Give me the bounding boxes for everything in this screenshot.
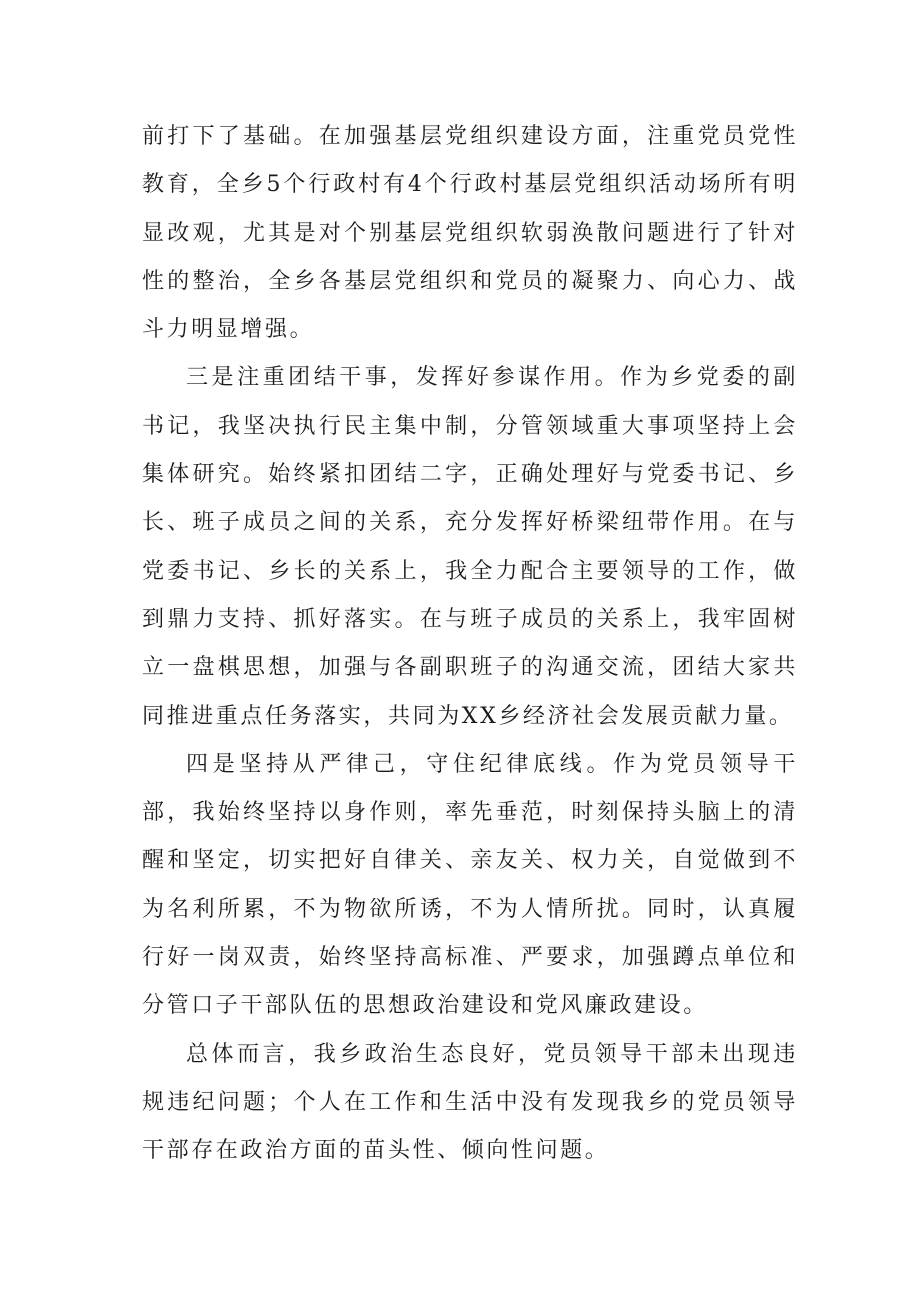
paragraph-4: 总体而言，我乡政治生态良好，党员领导干部未出现违规违纪问题；个人在工作和生活中没有发现我乡的党员领导干部存在政治方面的苗头性、倾向性问题。 [142, 1041, 798, 1164]
paragraph-3: 四是坚持从严律己，守住纪律底线。作为党员领导干部，我始终坚持以身作则，率先垂范，时刻保持头脑上的清醒和坚定，切实把好自律关、亲友关、权力关，自觉做到不为名利所累，不为物欲所诱，不为人情所扰。同时，认真履行好一岗双责，始终坚持高标准、严要求，加强蹲点单位和分管口子干部队伍的思想政治建设和党风廉政建设。 [142, 751, 798, 1019]
paragraph-1: 前打下了基础。在加强基层党组织建设方面，注重党员党性教育，全乡5个行政村有4个行政村基层党组织活动场所有明显改观，尤其是对个别基层党组织软弱涣散问题进行了针对性的整治，全乡各基层党组织和党员的凝聚力、向心力、战斗力明显增强。 [142, 124, 798, 343]
document-body [142, 113, 798, 1176]
paragraph-2: 三是注重团结干事，发挥好参谋作用。作为乡党委的副书记，我坚决执行民主集中制，分管领域重大事项坚持上会集体研究。始终紧扣团结二字，正确处理好与党委书记、乡长、班子成员之间的关系，充分发挥好桥梁纽带作用。在与党委书记、乡长的关系上，我全力配合主要领导的工作，做到鼎力支持、抓好落实。在与班子成员的关系上，我牢固树立一盘棋思想，加强与各副职班子的沟通交流，团结大家共同推进重点任务落实，共同为XX乡经济社会发展贡献力量。 [142, 365, 798, 729]
